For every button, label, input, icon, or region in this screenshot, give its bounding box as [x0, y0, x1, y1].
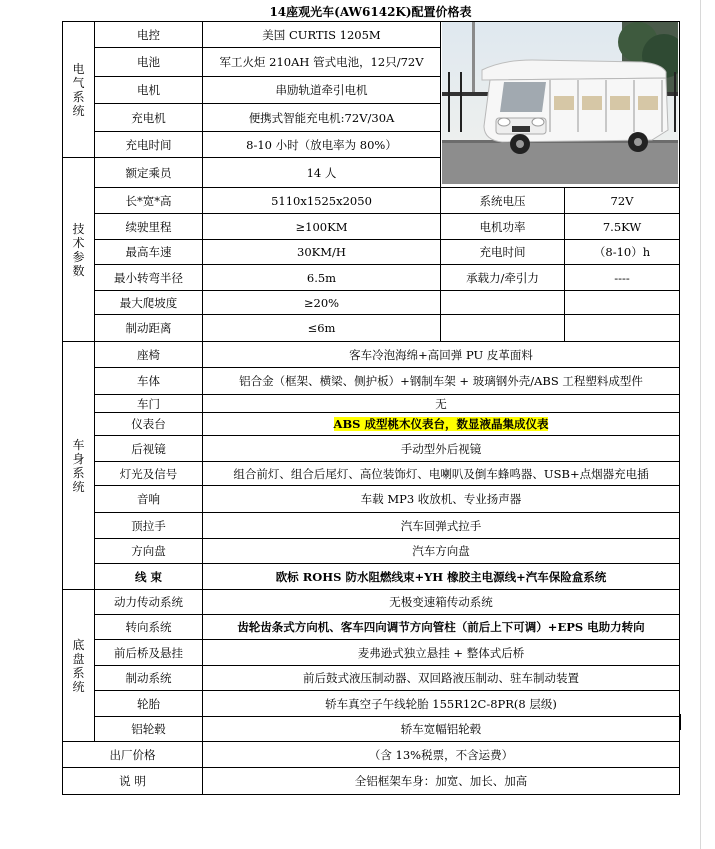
- row-label: 充电时间: [95, 132, 203, 158]
- row-label: 最大爬坡度: [95, 291, 203, 315]
- row-label: 长*宽*高: [95, 188, 203, 214]
- row-label: 最小转弯半径: [95, 265, 203, 291]
- row-label: 车门: [95, 395, 203, 413]
- row-value: 无: [203, 395, 680, 413]
- note-label: 说 明: [63, 768, 203, 795]
- row-label: 续驶里程: [95, 214, 203, 240]
- row-label: 仪表台: [95, 413, 203, 436]
- row-value: 汽车回弹式拉手: [203, 513, 680, 539]
- row-value: 手动型外后视镜: [203, 436, 680, 462]
- row-label: 电控: [95, 22, 203, 48]
- row-value: 齿轮齿条式方向机、客车四向调节方向管柱（前后上下可调）+EPS 电助力转向: [203, 615, 680, 640]
- row-label: 方向盘: [95, 539, 203, 564]
- row-value: 14 人: [203, 158, 441, 188]
- row-label: 电池: [95, 48, 203, 77]
- row-value: 美国 CURTIS 1205M: [203, 22, 441, 48]
- category-chassis: 底 盘 系 统: [63, 590, 95, 742]
- row-label: 动力传动系统: [95, 590, 203, 615]
- row-value: ≤6m: [203, 315, 441, 342]
- row-value: 8-10 小时（放电率为 80%）: [203, 132, 441, 158]
- row-label: 座椅: [95, 342, 203, 368]
- row-value: ≥20%: [203, 291, 441, 315]
- row-value: 组合前灯、组合后尾灯、高位装饰灯、电喇叭及倒车蜂鸣器、USB+点烟器充电插: [203, 462, 680, 486]
- row-label: 系统电压: [441, 188, 565, 214]
- row-label: 后视镜: [95, 436, 203, 462]
- row-value: （8-10）h: [565, 240, 680, 265]
- row-label: 制动系统: [95, 666, 203, 691]
- row-label: 电机: [95, 77, 203, 104]
- category-electric: 电 气 系 统: [63, 22, 95, 158]
- row-label: 灯光及信号: [95, 462, 203, 486]
- row-value: ≥100KM: [203, 214, 441, 240]
- row-label: 铝轮毂: [95, 717, 203, 742]
- row-value: [203, 413, 680, 436]
- row-value: 轿车真空子午线轮胎 155R12C-8PR(8 层级): [203, 691, 680, 717]
- row-value: 便携式智能充电机:72V/30A: [203, 104, 441, 132]
- row-label: 线 束: [95, 564, 203, 590]
- row-value: 轿车宽幅铝轮毂: [203, 717, 680, 742]
- row-value: ----: [565, 265, 680, 291]
- row-label: 前后桥及悬挂: [95, 640, 203, 666]
- row-label: 电机功率: [441, 214, 565, 240]
- row-label: 转向系统: [95, 615, 203, 640]
- price-label: 出厂价格: [63, 742, 203, 768]
- row-value: [565, 291, 680, 315]
- row-value: 6.5m: [203, 265, 441, 291]
- row-label: 最高车速: [95, 240, 203, 265]
- row-value: 客车冷泡海绵+高回弹 PU 皮革面料: [203, 342, 680, 368]
- category-body: 车 身 系 统: [63, 342, 95, 590]
- page-edge: [700, 0, 701, 849]
- row-label: 顶拉手: [95, 513, 203, 539]
- row-value: 无极变速箱传动系统: [203, 590, 680, 615]
- row-value: [565, 315, 680, 342]
- row-value: 军工火炬 210AH 管式电池，12只/72V: [203, 48, 441, 77]
- row-value: 30KM/H: [203, 240, 441, 265]
- vehicle-photo: [441, 22, 680, 188]
- price-value: （含 13%税票，不含运费）: [203, 742, 680, 768]
- row-label: 额定乘员: [95, 158, 203, 188]
- row-label: 充电机: [95, 104, 203, 132]
- spec-table: [62, 21, 680, 795]
- row-value: 72V: [565, 188, 680, 214]
- note-value: 全铝框架车身：加宽、加长、加高: [203, 768, 680, 795]
- row-value: 欧标 ROHS 防水阻燃线束+YH 橡胶主电源线+汽车保险盒系统: [203, 564, 680, 590]
- row-label: 承载力/牵引力: [441, 265, 565, 291]
- row-value: 7.5KW: [565, 214, 680, 240]
- row-label: 音响: [95, 486, 203, 513]
- table-title: 14座观光车(AW6142K)配置价格表: [269, 5, 472, 19]
- row-value: 麦弗逊式独立悬挂 + 整体式后桥: [203, 640, 680, 666]
- category-tech: 技 术 参 数: [63, 158, 95, 342]
- row-value: 铝合金（框架、横梁、侧护板）+钢制车架 + 玻璃钢外壳/ABS 工程塑料成型件: [203, 368, 680, 395]
- row-value: 前后鼓式液压制动器、双回路液压制动、驻车制动装置: [203, 666, 680, 691]
- vehicle-image: [442, 22, 678, 184]
- row-value: 汽车方向盘: [203, 539, 680, 564]
- row-label: 车体: [95, 368, 203, 395]
- table-edge-mark: [679, 714, 681, 730]
- row-value: 串励轨道牵引电机: [203, 77, 441, 104]
- row-label: 轮胎: [95, 691, 203, 717]
- row-label: [441, 291, 565, 315]
- dashboard-highlight: ABS 成型桃木仪表台，数显液晶集成仪表: [333, 417, 549, 431]
- row-value: 5110x1525x2050: [203, 188, 441, 214]
- row-label: [441, 315, 565, 342]
- row-label: 充电时间: [441, 240, 565, 265]
- row-value: 车载 MP3 收放机、专业扬声器: [203, 486, 680, 513]
- row-label: 制动距离: [95, 315, 203, 342]
